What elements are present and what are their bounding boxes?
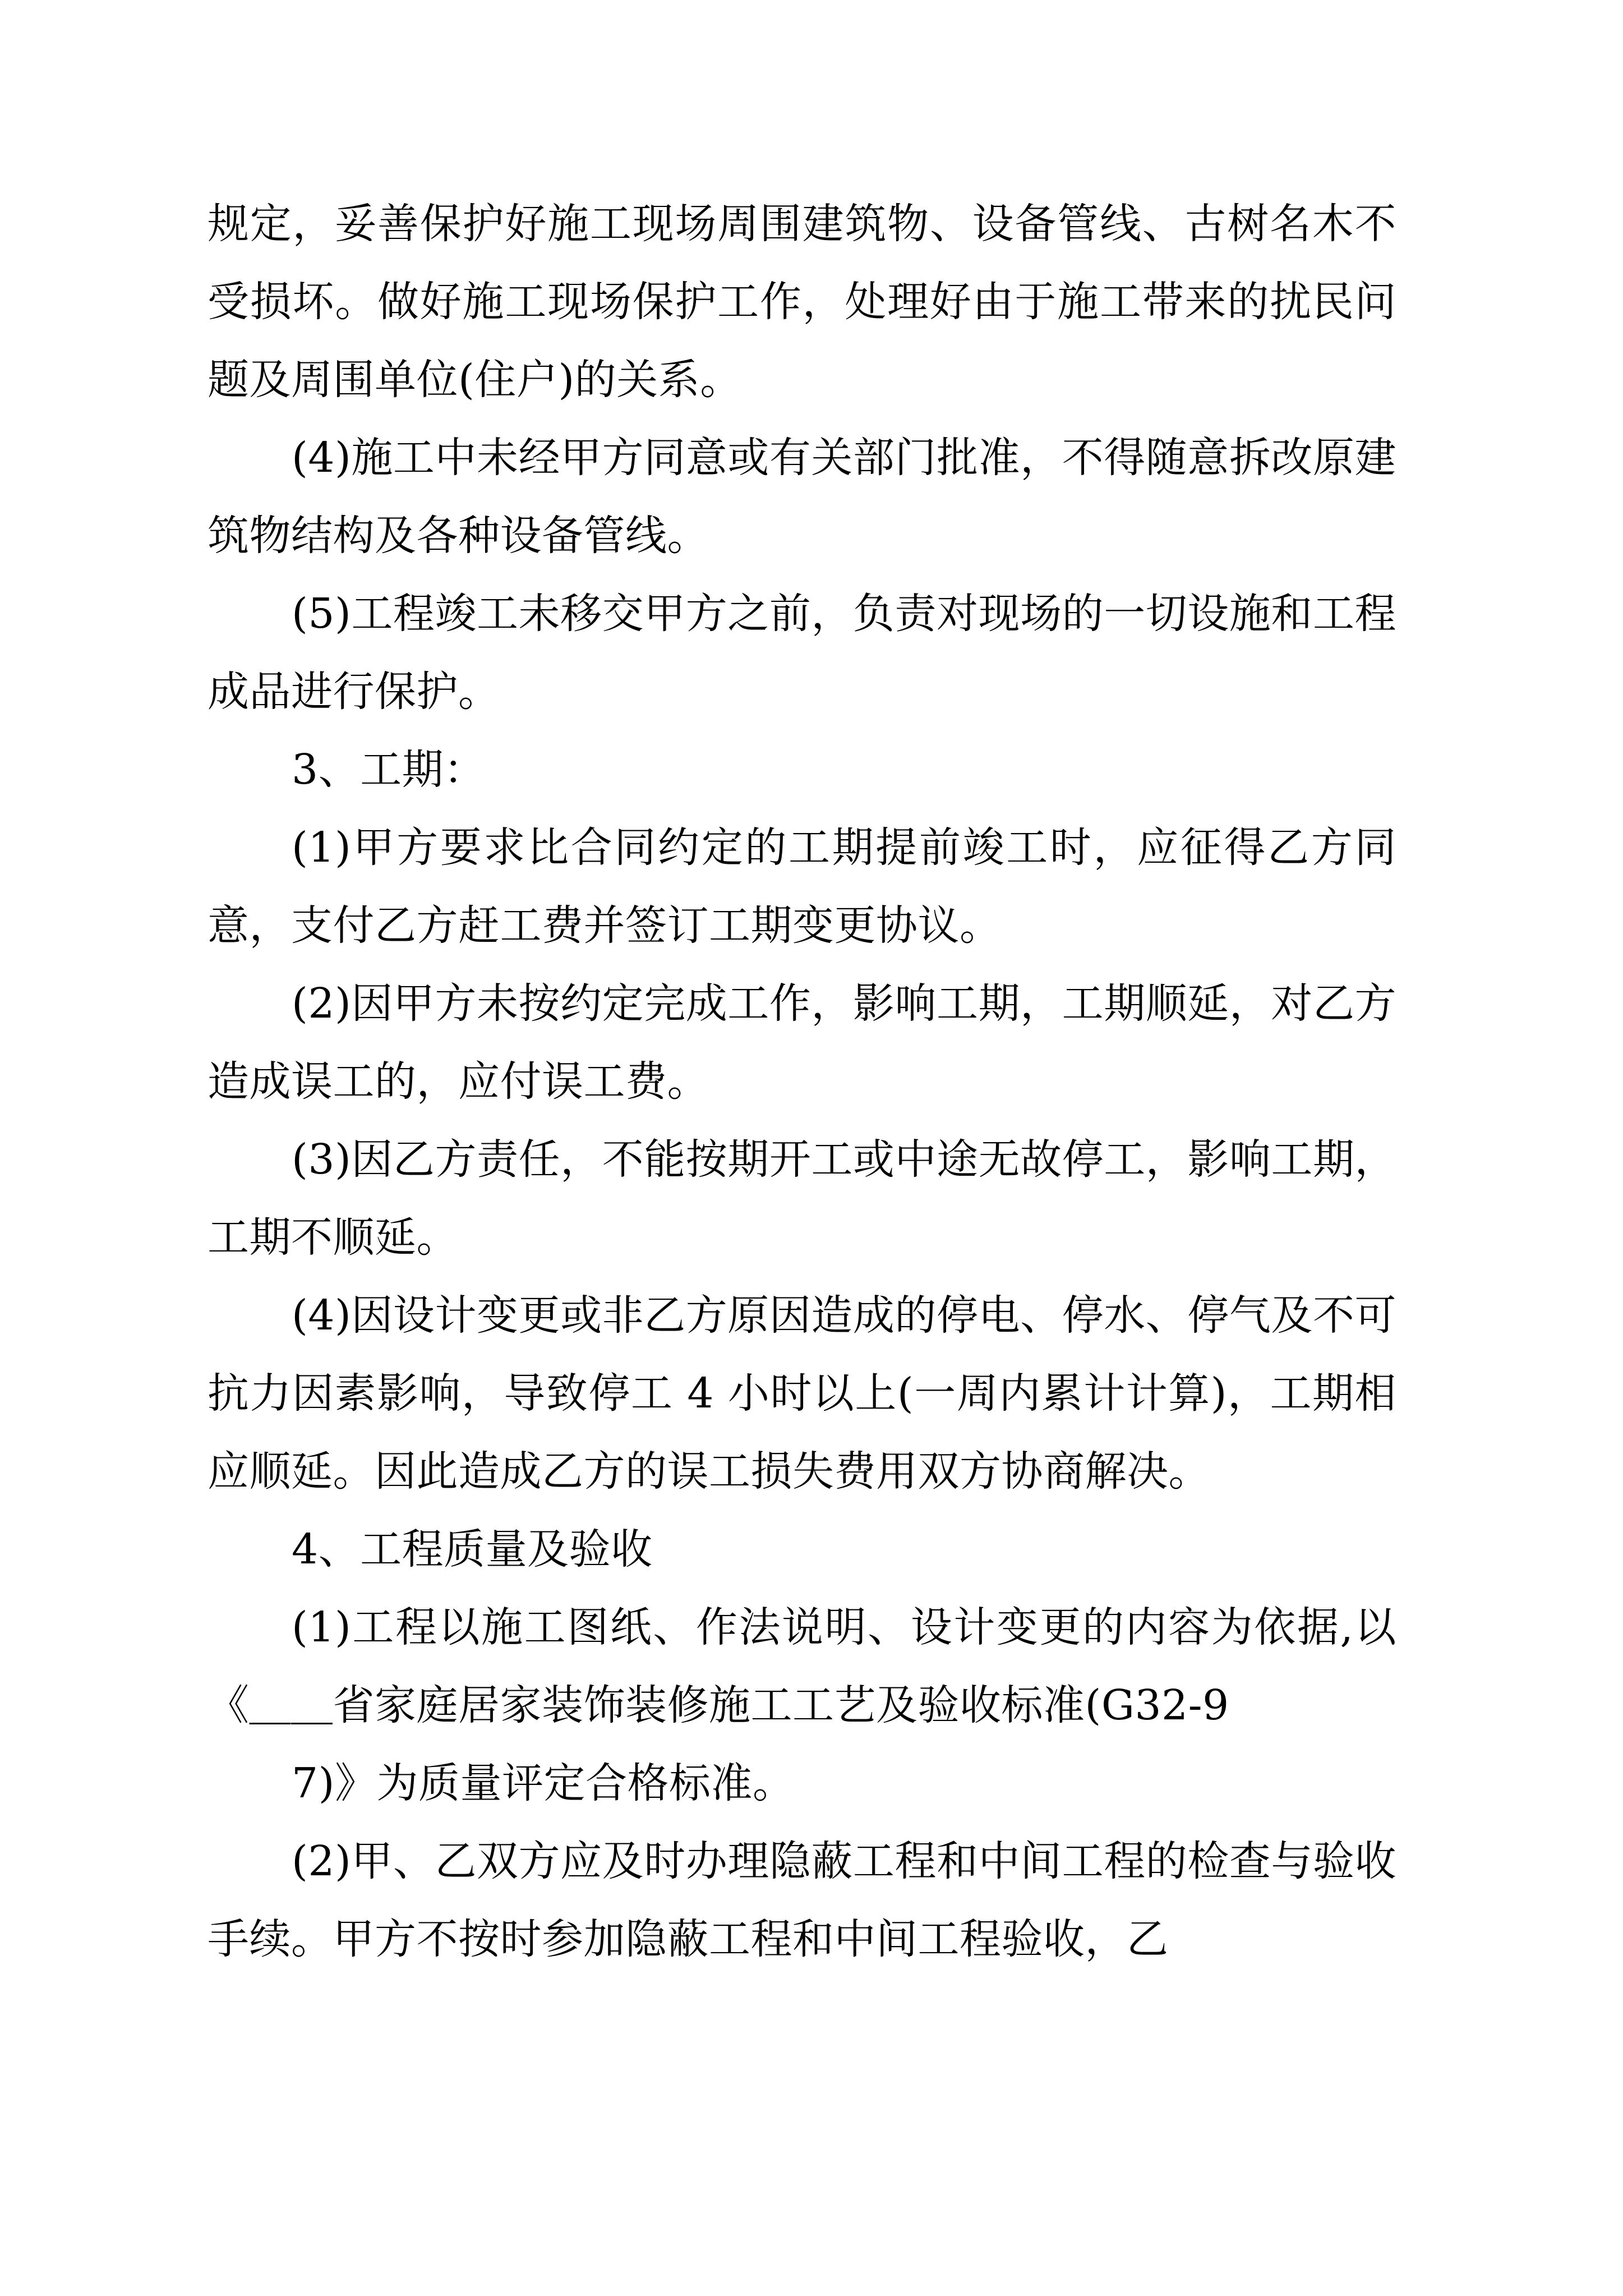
paragraph: (2)因甲方未按约定完成工作，影响工期，工期顺延，对乙方造成误工的，应付误工费。: [208, 979, 1396, 1106]
section-heading: 4、工程质量及验收: [292, 1525, 653, 1573]
paragraph: (4)施工中未经甲方同意或有关部门批准，不得随意拆改原建筑物结构及各种设备管线。: [208, 434, 1396, 560]
paragraph: (3)因乙方责任，不能按期开工或中途无故停工，影响工期，工期不顺延。: [208, 1135, 1396, 1262]
document-body: [208, 185, 1396, 1978]
paragraph: (1)工程以施工图纸、作法说明、设计变更的内容为依据,以《＿＿省家庭居家装饰装修施工工艺及验收标准(G32-9: [208, 1603, 1396, 1729]
paragraph: 7)》为质量评定合格标准。: [292, 1759, 795, 1807]
paragraph: (1)甲方要求比合同约定的工期提前竣工时，应征得乙方同意，支付乙方赶工费并签订工期变更协议。: [208, 823, 1396, 950]
paragraph: (2)甲、乙双方应及时办理隐蔽工程和中间工程的检查与验收手续。甲方不按时参加隐蔽工程和中间工程验收，乙: [208, 1837, 1396, 1963]
paragraph: (4)因设计变更或非乙方原因造成的停电、停水、停气及不可抗力因素影响，导致停工 4 小时以上(一周内累计计算)，工期相应顺延。因此造成乙方的误工损失费用双方协商解决。: [208, 1291, 1396, 1496]
paragraph: 规定，妥善保护好施工现场周围建筑物、设备管线、古树名木不受损坏。做好施工现场保护工作，处理好由于施工带来的扰民问题及周围单位(住户)的关系。: [208, 200, 1396, 404]
section-heading: 3、工期：: [292, 746, 486, 794]
paragraph: (5)工程竣工未移交甲方之前，负责对现场的一切设施和工程成品进行保护。: [208, 590, 1396, 716]
